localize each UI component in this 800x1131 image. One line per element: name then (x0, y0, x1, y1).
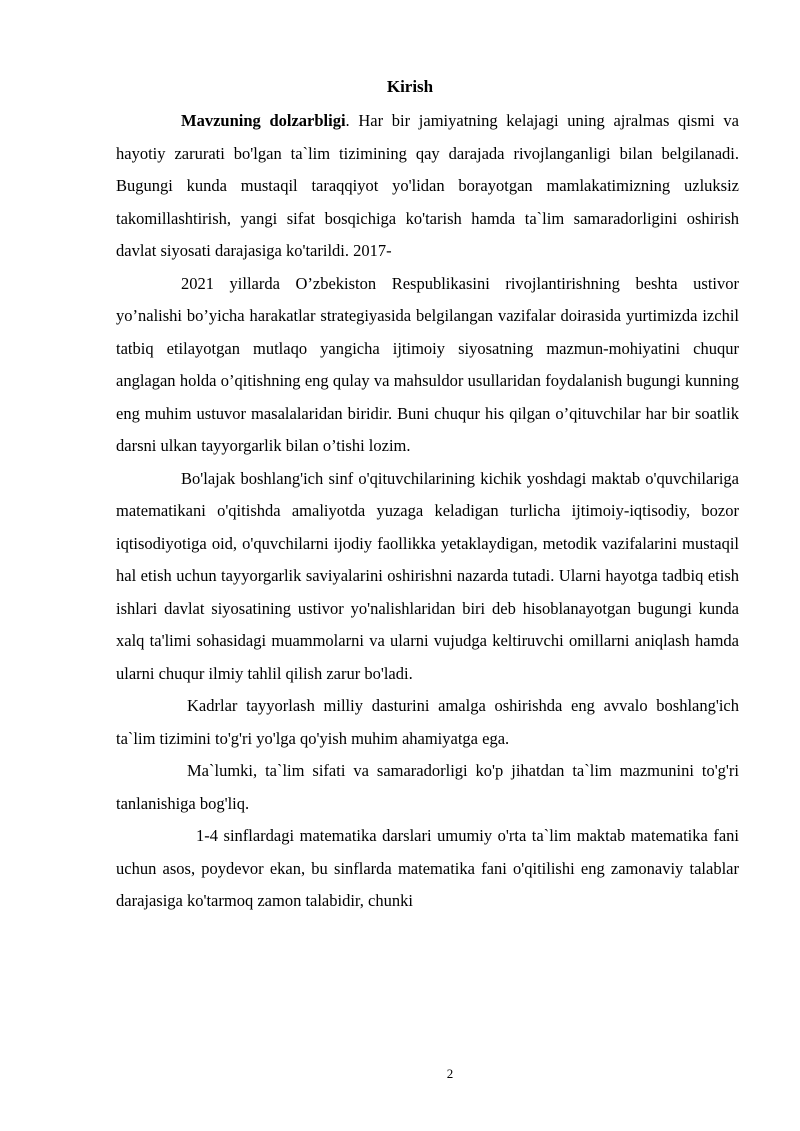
paragraph-strategy: 2021 yillarda O’zbekiston Respublikasini rivojlantirishning beshta ustivor yo’nalishi bo’yicha harakatlar strategiyasida belgilangan vazifalar doirasida yurtimizda izchil tatbiq etilayotgan mutlaqo yangicha ijtimoiy siyosatning mazmun-mohiyatini chuqur anglagan holda o’qitishning eng qulay va mahsuldor usullaridan foydalanish bugungi kunning eng muhim ustuvor masalalaridan biridir. Buni chuqur his qilgan o’qituvchilar har bir soatlik darsni ulkan tayyorgarlik bilan o’tishi lozim. (116, 273, 739, 455)
paragraph-relevance (116, 105, 739, 268)
document-body (116, 105, 739, 918)
page-title: Kirish (386, 77, 434, 96)
paragraph-personnel: Kadrlar tayyorlash milliy dasturini amalga oshirishda eng avvalo boshlang'ich ta`lim tizimini to'g'ri yo'lga qo'yish muhim ahamiyatga ega. (116, 696, 739, 748)
paragraph-grades: 1-4 sinflardagi matematika darslari umumiy o'rta ta`lim maktab matematika fani uchun asos, poydevor ekan, bu sinflarda matematika fani o'qitilishi eng zamonaviy talablar darajasiga ko'tarmoq zamon talabidir, chunki (116, 826, 739, 910)
page-number: 2 (446, 1066, 454, 1081)
paragraph-future-teachers: Bo'lajak boshlang'ich sinf o'qituvchilarining kichik yoshdagi maktab o'quvchilariga matematikani o'qitishda amaliyotda yuzaga keladigan turlicha ijtimoiy-iqtisodiy, bozor iqtisodiyotiga oid, o'quvchilarni ijodiy faollikka yetaklaydigan, metodik vazifalarini mustaqil hal etish uchun tayyorgarlik saviyalarini oshirishni nazarda tutadi. Ularni hayotga tadbiq etish ishlari davlat siyosatining ustivor yo'nalishlaridan biri deb hisoblanayotgan bugungi kunda xalq ta'limi sohasidagi muammolarni va ularni vujudga keltiruvchi omillarni aniqlash hamda ularni chuqur ilmiy tahlil qilish zarur bo'ladi. (116, 468, 739, 683)
paragraph-lead: Mavzuning dolzarbligi (181, 111, 346, 130)
paragraph-quality: Ma`lumki, ta`lim sifati va samaradorligi ko'p jihatdan ta`lim mazmunini to'g'ri tanlanishiga bog'liq. (116, 761, 739, 813)
paragraph-text: . Har bir jamiyatning kelajagi uning ajralmas qismi va hayotiy zarurati bo'lgan ta`lim tizimining qay darajada rivojlanganligi bilan belgilanadi. Bugungi kunda mustaqil taraqqiyot yo'lidan borayotgan mamlakatimizning uzluksiz takomillashtirish, yangi sifat bosqichiga ko'tarish hamda ta`lim samaradorligini oshirish davlat siyosati darajasiga ko'tarildi. 2017- (116, 111, 739, 260)
